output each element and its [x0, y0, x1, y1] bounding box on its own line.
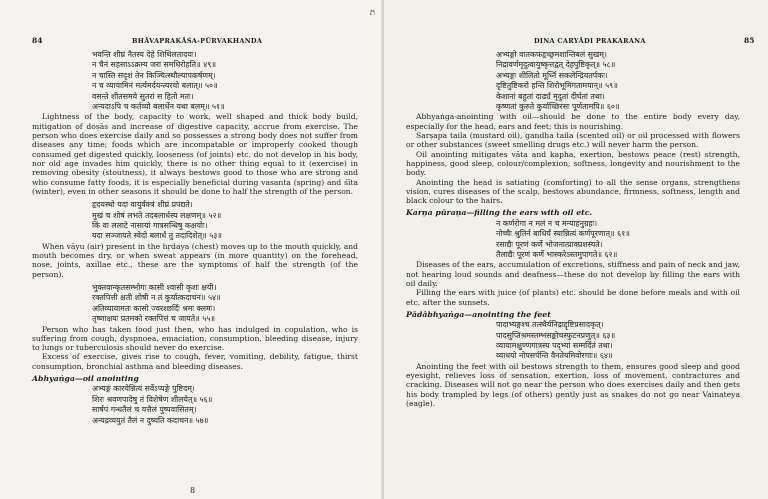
text-column	[406, 50, 740, 408]
sanskrit-verse	[406, 50, 740, 112]
sanskrit-verse	[406, 320, 740, 362]
verse-line: अन्यदाऽपि च कर्तव्यो बलार्धेन यथा बलम्॥ ५१॥	[92, 102, 225, 112]
paragraph: Person who has taken food just then, who has indulged in copulation, who is suffering from cough, dyspnoea, emaciation, consumption, bleeding disease, injury to lungs or tuberculosis should never do exercise.	[32, 324, 358, 353]
verse-line: वसन्ते शीतसमये सुतरां स हितो मतः।	[92, 91, 194, 101]
verse-line: पादाभ्यङ्गश्च तत्स्थैर्यनिद्राद्दृष्टिप्रसादकृत्।	[496, 320, 604, 330]
paragraph: Abhyaṅga-anointing with oil—should be done to the entire body every day, especially for the head, ears and feet; this is nourishing.	[406, 112, 740, 131]
verse-line: न च व्यायामिनं मर्त्यमर्दयन्त्यरयो बलात्॥ ५०॥	[92, 81, 218, 91]
verse-line: तृष्णाक्षयः प्रतमको रक्तपित्तं च जायते॥ ५५॥	[92, 314, 216, 324]
verse-line: कृष्णतां कुरुते कुर्याच्छिरसः पूर्णतामपि॥ ६०॥	[496, 102, 620, 112]
verse-line: किं वा ललाटे नासायां गात्रसन्धिषु कक्षयोः।	[92, 220, 208, 230]
paragraph: Sarṣapa taila (mustard oil), gandha taila (scented oil) or oil processed with flowers or other substances (sweet smelling drugs etc.) will never harm the person.	[406, 131, 740, 150]
top-mark: ת	[370, 8, 375, 17]
verse-line: व्याधयो नोपसर्पन्ति वैनतेयमिवोरगाः॥ ६४॥	[496, 351, 613, 361]
verse-line: न कर्णरोगा न मलं न च मन्याहनुग्रहः।	[496, 218, 598, 228]
verse-line: यदा सञ्जायते स्वेदो बलार्धं तु तदादिशेत्॥ ५३॥	[92, 231, 222, 241]
section-heading: Abhyaṅga—oil anointing	[32, 374, 139, 384]
paragraph: Lightness of the body, capacity to work, well shaped and thick body build, mitigation of doṣās and increase of digestive capacity, accrue from exercise. The person who does exercise daily and so possesses a strong body does not suffer from diseases any time; foods which are incompatable or improperly cooked though consumed get digested quickly, looseness (of joints) etc. do not develop in his body, nor old age invades him quickly, there is no other thing equal to it (exercise) in removing obesity (stoutness), it always bestows good to those who are strong and who consume fatty foods, it is especially beneficial during vasanta (spring) and śīta (winter), even in other seasons it should be done to half the strength of the person.	[32, 112, 358, 196]
paragraph: Anointing the feet with oil bestows strength to them, ensures good sleep and good eyesight, relieves loss of sensation, exertion, loss of movement, contractures and cracking. Diseases will not go near the person who does exercises daily and then gets his body trampled by legs (of others) gently just as snakes do not go near Vainateya (eagle).	[406, 361, 740, 408]
verse-line: भुक्तवान्कृतसम्भोगः कासी श्वासी कृशः क्षयी।	[92, 282, 217, 292]
sanskrit-verse	[406, 219, 740, 261]
right-page	[370, 0, 768, 499]
running-header: BHĀVAPRAKĀŚA-PŪRVAKHANDA	[132, 37, 263, 45]
footer-mark: 8	[190, 486, 196, 495]
verse-line: अभ्यङ्गं कारयेन्नित्यं सर्वेऽप्यङ्गे पुष्टिदम्।	[92, 384, 195, 394]
section-heading: Pādābhyaṅga—anointing the feet	[406, 309, 551, 319]
text-column	[32, 50, 358, 426]
paragraph: Anointing the head is satiating (comforting) to all the sense organs, strengthens vision, cures diseases of the scalp, bestows abundance, firmness, softness, length and black colour to the hairs.	[406, 177, 740, 206]
verse-line: रसाद्यैः पूरणं कर्णे भोजनात्प्राक्प्रशस्यते।	[496, 239, 603, 249]
verse-line: व्यायामक्षुण्णगात्रस्य पद्भ्यां सम्मर्दितं तथा।	[496, 340, 613, 350]
section-heading: Karṇa pūraṇa—filling the ears with oil etc.	[406, 208, 593, 218]
verse-line: मुखं च शोषं लभते तदबलार्धस्य लक्षणम्॥ ५२॥	[92, 210, 222, 220]
verse-line: नोच्चैः श्रुतिर्न बाधिर्यं स्यान्नित्यं कर्णपूरणात्॥ ६१॥	[496, 229, 630, 239]
page-number: 85	[744, 36, 755, 45]
paragraph: Diseases of the ears, accumulation of excretions, stiffness and pain of neck and jaw, not hearing loud sounds and deafness—these do not develop by filling the ears with oil daily.	[406, 260, 740, 288]
verse-line: सार्षपं गन्धतैलं च यत्तैलं पुष्पवासितम्।	[92, 405, 197, 415]
paragraph: Filling the ears with juice (of plants) etc. should be done before meals and with oil etc. after the sunsets.	[406, 288, 740, 307]
verse-line: शिरः श्रवणपादेषु तं विशेषेण शीलयेत्॥ ५६॥	[92, 394, 213, 404]
verse-line: पादसुप्तिश्रमस्तम्भसङ्कोचस्फुटनप्रणुत्॥ ६३॥	[496, 330, 616, 340]
verse-line: अतिव्यायामतः कासो ज्वरश्छर्दिः श्रमः क्लमः।	[92, 303, 216, 313]
sanskrit-verse	[32, 200, 358, 242]
verse-line: न चैनं सहसाऽऽक्रम्य जरा समधिरोहति॥ ४९॥	[92, 60, 217, 70]
paragraph: Excess of exercise, gives rise to cough, fever, vomiting, debility, fatigue, thirst consumption, bronchial asthma and bleeding diseases.	[32, 352, 358, 371]
verse-line: निद्रावर्णमृदुत्वायुष्कृत्तद्वत् देहपुष्टिकृत्॥ ५८॥	[496, 60, 616, 70]
verse-line: केशानां बहुतां दार्ढ्यं मृदुतां दीर्घतां तथा।	[496, 91, 605, 101]
page-number: 84	[32, 36, 43, 45]
verse-line: तैलाद्यैः पूरणं कर्णे भास्करेऽस्तमुपागते॥ ६२॥	[496, 249, 618, 259]
verse-line: दृष्टितुष्टिकरो हन्ति शिरोभूमिगतामयान्॥ ५९॥	[496, 81, 618, 91]
verse-line: रक्तपित्ती क्षती शोषी न तं कुर्यात्कदाचन॥ ५४॥	[92, 293, 221, 303]
running-header: DINA CARYĀDI PRAKARANA	[534, 37, 646, 45]
verse-line: हृदयस्थो यदा वायुर्वक्त्रं शीघ्रं प्रपद्यते।	[92, 200, 193, 210]
verse-line: अभ्यङ्गः शीलितो मूर्ध्नि सकलेन्द्रियतर्पकः।	[496, 70, 608, 80]
paragraph: Oil anointing mitigates vāta and kapha, exertion, bestows peace (rest) strength, happiness, good sleep, colour/complexion, softness, longevity and nourishment to the body.	[406, 149, 740, 178]
paragraph: When vāyu (air) present in the hṛdaya (chest) moves up to the mouth quickly, and mouth becomes dry, or when sweat appears (in more quantity) on the forehead, nose, joints, axillae etc., these are the symptoms of half the strength (of the person).	[32, 241, 358, 279]
verse-line: भवन्ति शीघ्रं नैतस्य देहे शिथिलतादयः।	[92, 50, 197, 59]
sanskrit-verse	[32, 283, 358, 325]
verse-line: अभ्यङ्गो वातकफहृच्छ्रमशान्तिबलं सुखम्।	[496, 50, 607, 59]
sanskrit-verse	[32, 384, 358, 426]
sanskrit-verse	[32, 50, 358, 112]
verse-line: अन्यद्रव्ययुतं तैलं न दुष्यति कदाचन॥ ५७॥	[92, 415, 209, 425]
verse-line: न चास्ति सदृशं तेन किञ्चित्स्थौल्यापकर्षणम्।	[92, 70, 216, 80]
